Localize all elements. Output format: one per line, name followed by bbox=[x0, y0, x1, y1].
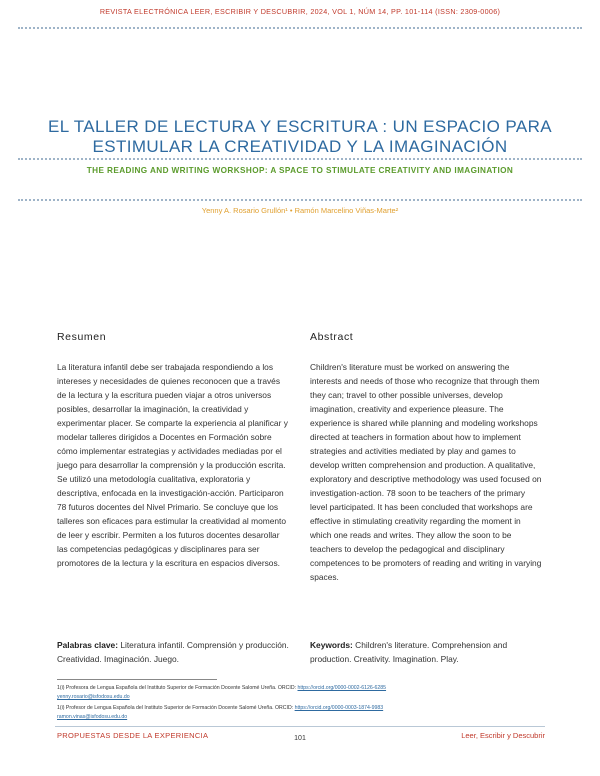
footer-divider bbox=[55, 726, 545, 727]
palabras-clave-label: Palabras clave: bbox=[57, 640, 118, 650]
abstract-section bbox=[310, 331, 543, 584]
title-divider bbox=[18, 158, 582, 160]
footnote-1-orcid-link[interactable]: https://orcid.org/0000-0002-6126-6285 bbox=[297, 685, 387, 691]
footnote-2-email-link[interactable]: ramon.vinas@isfodosu.edu.do bbox=[57, 714, 128, 720]
keywords bbox=[310, 638, 543, 666]
footnote-2-text: 1(i) Profesor de Lengua Española del Instituto Superior de Formación Docente Salomé Ureña. ORCID: bbox=[57, 705, 294, 711]
authors: Yenny A. Rosario Grullón¹ • Ramón Marcelino Viñas-Marte² bbox=[201, 206, 399, 215]
footnote-rule bbox=[57, 679, 217, 680]
article-subtitle: THE READING AND WRITING WORKSHOP: A SPACE TO STIMULATE CREATIVITY AND IMAGINATION bbox=[86, 166, 514, 175]
abstract-body: Children's literature must be worked on answering the interests and needs of those who recognize that through them they can; travel to other possible universes, develop imagination, creativity and experience pleasure. The experience is shared while planning and modeling workshops directed at teachers in formation about how to implement strategies and activities mediated by play and games to develop written comprehension and production. A qualitative, exploratory and descriptive methodology was used focused on investigation-action. 78 soon to be teachers of the primary level participated. It has been concluded that workshops are effective in stimulating creativity regarding the moment in which one reads and writes. They allow the soon to be teachers to develop the pedagogical and disciplinary competences to be promoters of reading and writing in varying spaces. bbox=[310, 362, 542, 582]
footnote-1-email-link[interactable]: yenny.rosario@isfodosu.edu.do bbox=[57, 694, 130, 700]
footer-journal-name: Leer, Escribir y Descubrir bbox=[461, 731, 545, 740]
header-divider bbox=[18, 27, 582, 29]
keywords-label: Keywords: bbox=[310, 640, 353, 650]
title-line-2: ESTIMULAR LA CREATIVIDAD Y LA IMAGINACIÓN bbox=[92, 137, 508, 156]
footnote-1-text: 1(i) Profesora de Lengua Española del Instituto Superior de Formación Docente Salomé Ureña. ORCID: bbox=[57, 685, 297, 691]
article-title bbox=[40, 117, 560, 157]
abstract-heading: Abstract bbox=[310, 331, 354, 343]
title-line-1: EL TALLER DE LECTURA Y ESCRITURA : UN ESPACIO PARA bbox=[47, 117, 553, 136]
resumen-heading: Resumen bbox=[57, 331, 107, 343]
palabras-clave bbox=[57, 638, 290, 666]
palabras-clave-text: Literatura infantil. Comprensión y producción. Creatividad. Imaginación. Juego. bbox=[57, 640, 289, 664]
page-number: 101 bbox=[294, 735, 306, 742]
subtitle-divider bbox=[18, 199, 582, 201]
footnote-2-orcid-link[interactable]: https://orcid.org/0000-0003-1874-9983 bbox=[294, 705, 384, 711]
footnotes bbox=[57, 684, 557, 724]
footer-section-label: PROPUESTAS DESDE LA EXPERIENCIA bbox=[57, 731, 209, 740]
footnote-2 bbox=[57, 704, 557, 722]
resumen-section bbox=[57, 331, 290, 570]
keywords-text: Children's literature. Comprehension and production. Creativity. Imagination. Play. bbox=[310, 640, 508, 664]
journal-header: REVISTA ELECTRÓNICA LEER, ESCRIBIR Y DESCUBRIR, 2024, VOL 1, NÚM 14, PP. 101-114 (ISSN: 2309-0006) bbox=[99, 7, 501, 16]
resumen-body: La literatura infantil debe ser trabajada respondiendo a los intereses y necesidades de quienes reconocen que a través de la lectura y la escritura pueden viajar a otros universos posibles, desarrollar la imaginación, la creatividad y experimentar placer. Se comparte la experiencia al planificar y modelar talleres dirigidos a Docentes en Formación sobre cómo implementar estrategias y actividades mediadas por el juego para desarrollar la comprensión y la producción escrita. Se utilizó una metodología cualitativa, exploratoria y descriptiva, enfocada en la investigación-acción. Participaron 78 futuros docentes del Nivel Primario. Se concluye que los talleres son eficaces para estimular la creatividad al momento de leer y escribir. Permiten a los futuros docentes desarollar las competencias pedagógicas y disciplinares para ser promotores de la lectura y la escritura en espacios diversos. bbox=[57, 362, 288, 568]
footnote-1 bbox=[57, 684, 557, 702]
